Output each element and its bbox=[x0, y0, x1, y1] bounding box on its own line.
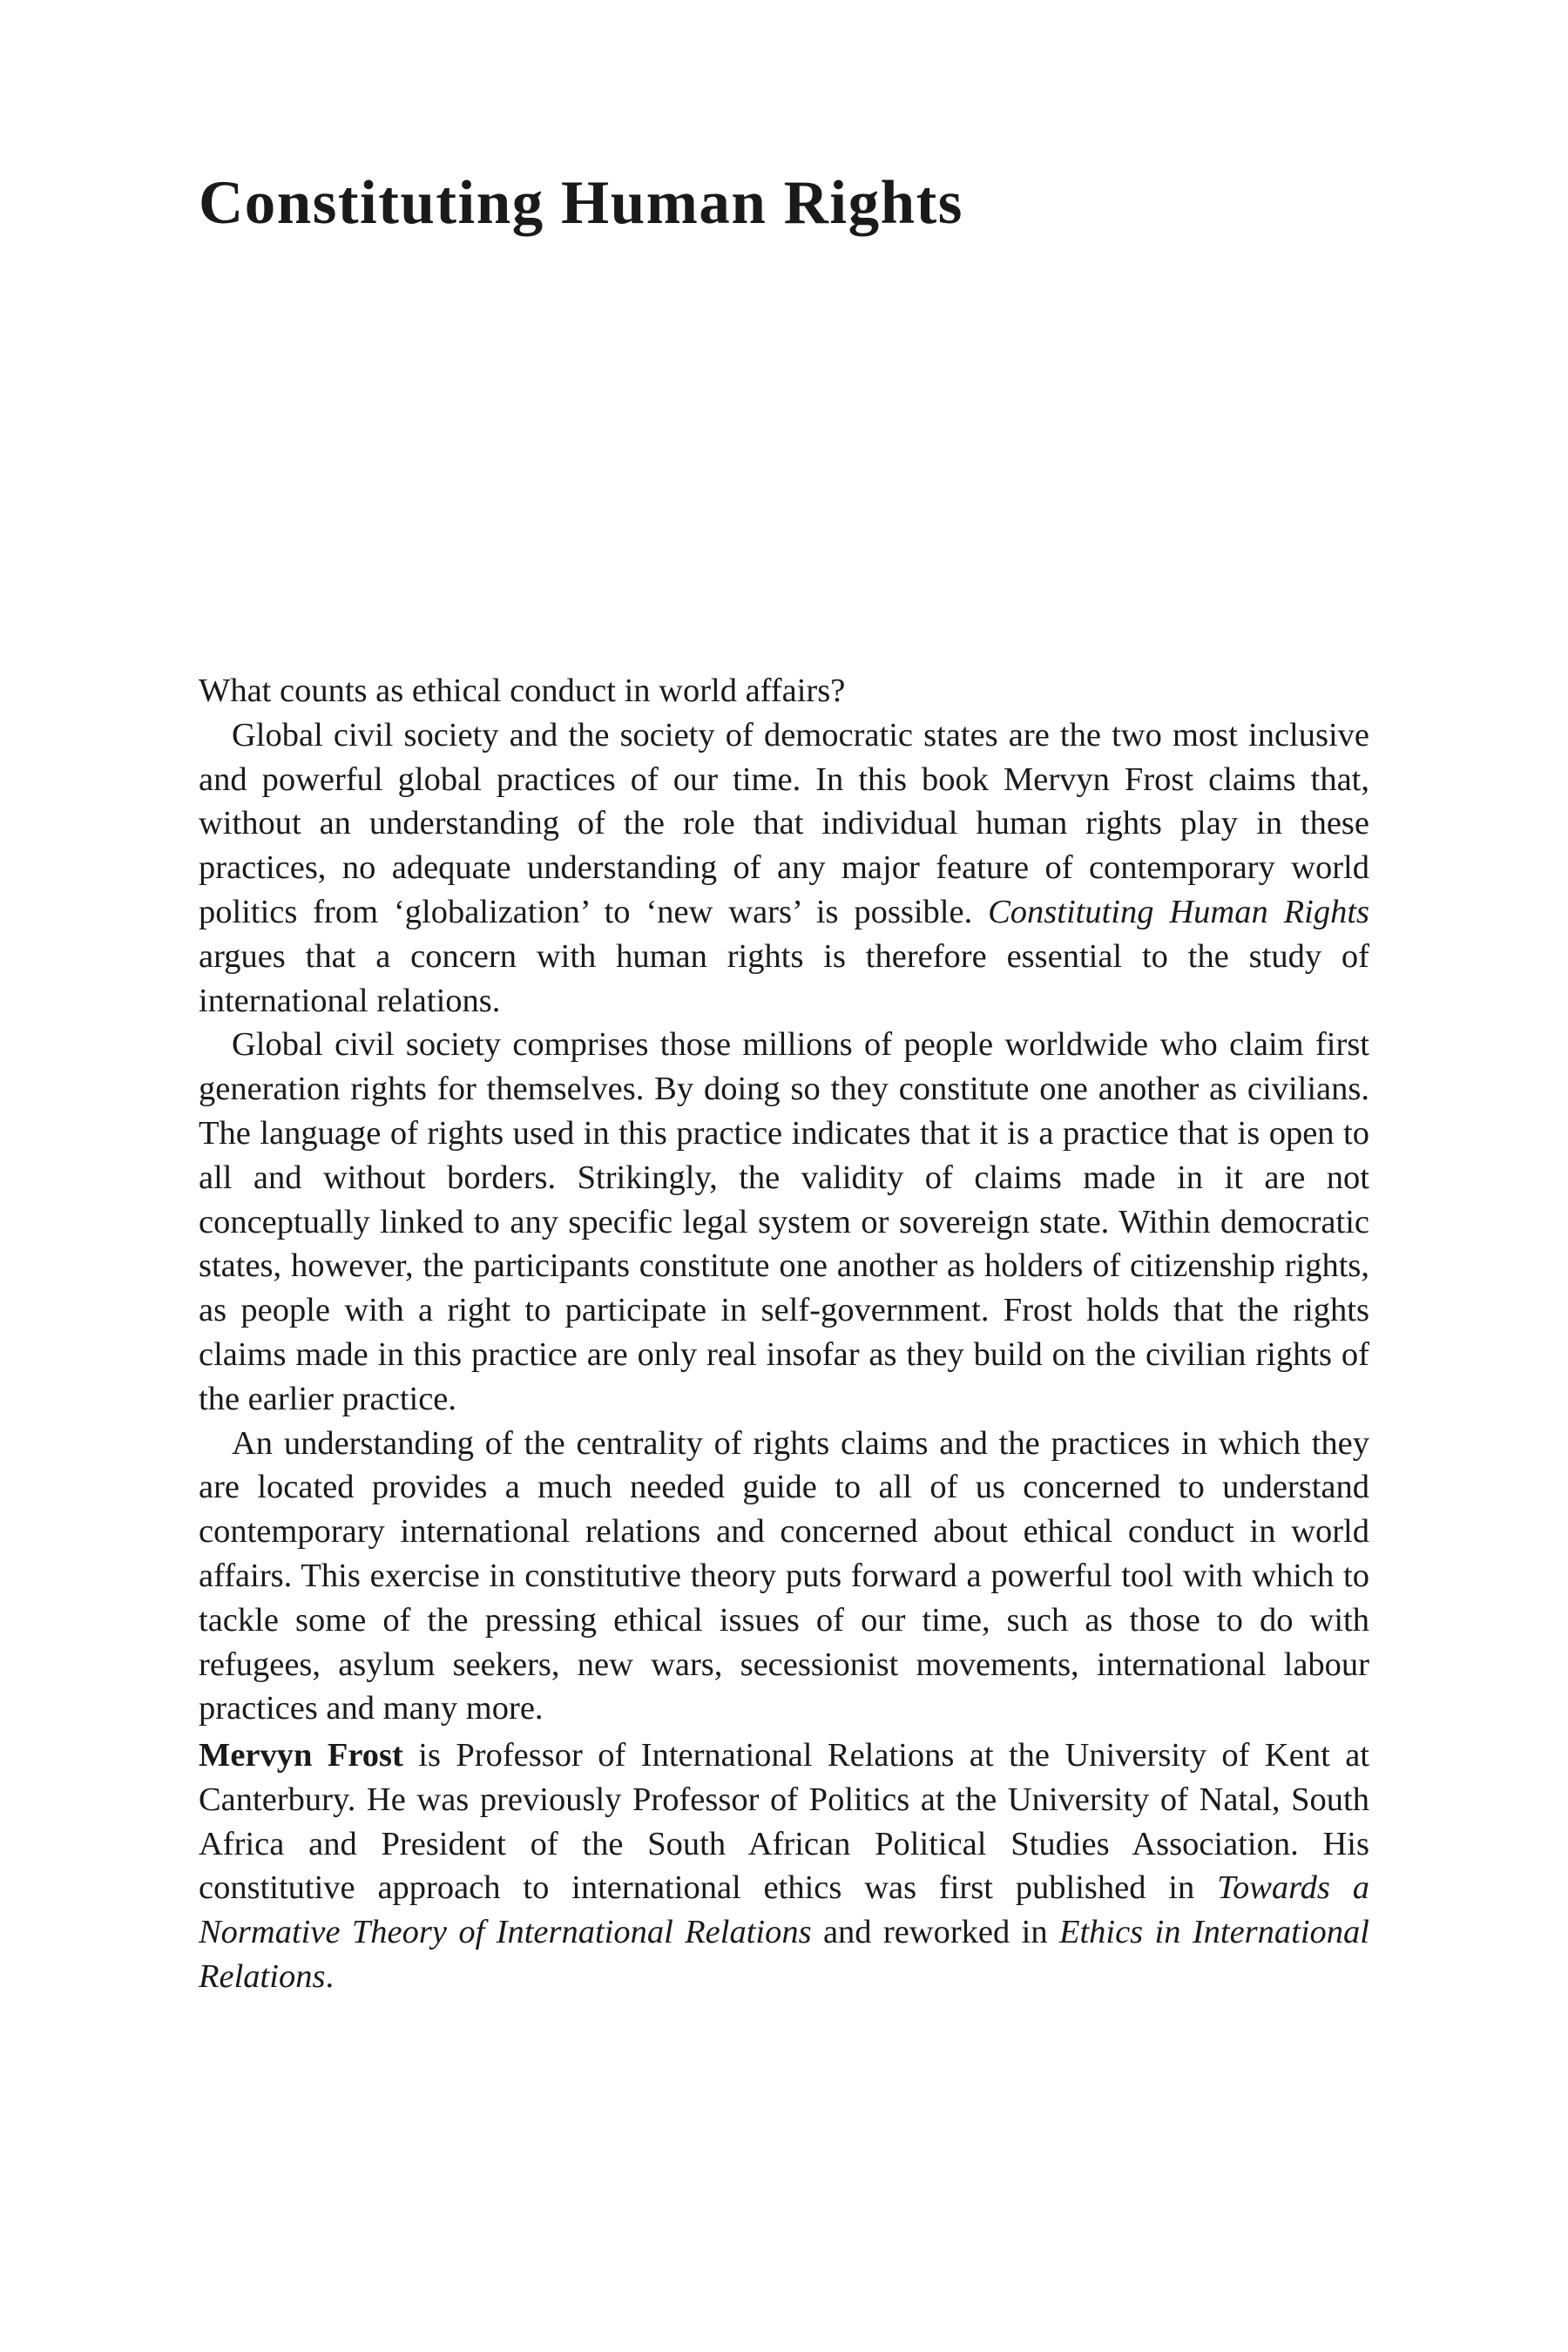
blurb-paragraph-1-end: argues that a concern with human rights is therefore essential to the study of international relations. bbox=[199, 937, 1369, 1019]
blurb bbox=[199, 669, 1369, 1731]
blurb-paragraph-1 bbox=[199, 713, 1369, 1024]
author-book-1: Towards a Normative Theory of International Relations bbox=[199, 1869, 1369, 1951]
author-bio-end: . bbox=[325, 1957, 335, 1995]
author-bio bbox=[199, 1734, 1369, 1999]
author-bio-start: is Professor of International Relations at the University of Kent at Canterbury. He was previously Professor of Politics at the University of Natal, South Africa and President of the South African Political Studies Association. His constitutive approach to international ethics was first published in bbox=[199, 1737, 1369, 1907]
blurb-paragraph-3: An understanding of the centrality of rights claims and the practices in which they are located provides a much needed guide to all of us concerned to understand contemporary international relations and concerned about ethical conduct in world affairs. This exercise in constitutive theory puts forward a powerful tool with which to tackle some of the pressing ethical issues of our time, such as those to do with refugees, asylum seekers, new wars, secessionist movements, international labour practices and many more. bbox=[199, 1424, 1369, 1727]
author-bio-paragraph bbox=[199, 1734, 1369, 1999]
author-name: Mervyn Frost bbox=[199, 1737, 403, 1774]
blurb-question: What counts as ethical conduct in world affairs? bbox=[199, 672, 846, 709]
page-title: Constituting Human Rights bbox=[199, 169, 963, 237]
blurb-paragraph-2: Global civil society comprises those millions of people worldwide who claim first generation rights for themselves. By doing so they constitute one another as civilians. The language of rights used in this practice indicates that it is a practice that is open to all and without borders. Strikingly, the validity of claims made in it are not conceptually linked to any specific legal system or sovereign state. Within democratic states, however, the participants constitute one another as holders of citizenship rights, as people with a right to participate in self-government. Frost holds that the rights claims made in this practice are only real insofar as they build on the civilian rights of the earlier practice. bbox=[199, 1026, 1369, 1417]
author-book-2: Ethics in International Relations bbox=[199, 1914, 1370, 1995]
blurb-paragraph-1-start: Global civil society and the society of democratic states are the two most inclusive and powerful global practices of our time. In this book Mervyn Frost claims that, without an understanding of the role that individual human rights play in these practices, no adequate understanding of any major feature of contemporary world politics from ‘globalization’ to ‘new wars’ is possible. bbox=[199, 716, 1369, 930]
author-bio-mid: and reworked in bbox=[811, 1914, 1059, 1951]
book-title-ref: Constituting Human Rights bbox=[988, 893, 1369, 930]
